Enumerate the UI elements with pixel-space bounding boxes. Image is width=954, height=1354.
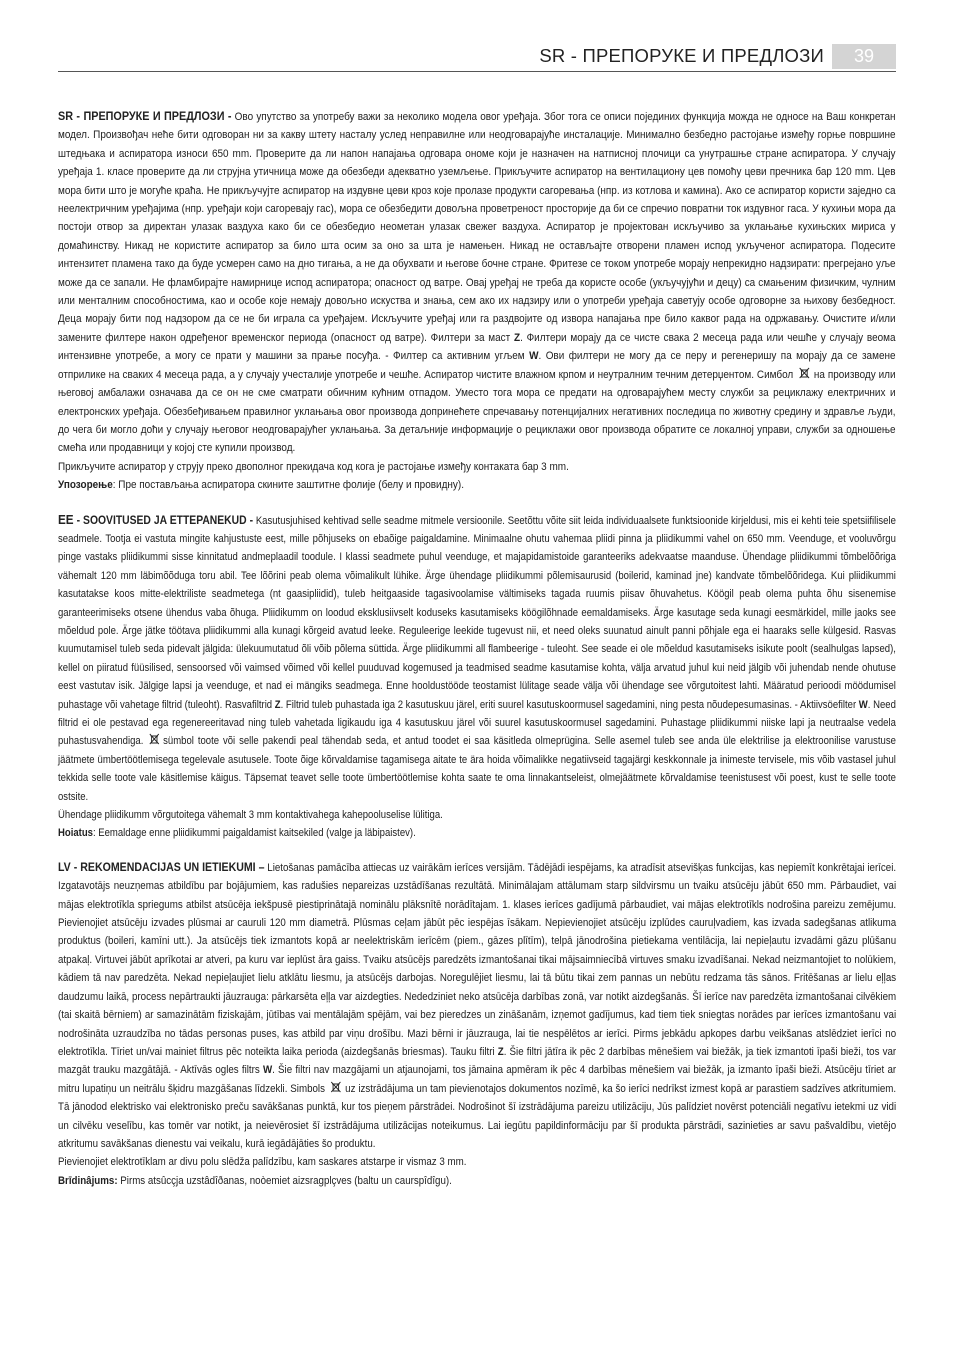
lv-warning-label: Brīdinâjums: bbox=[58, 1174, 118, 1187]
section-lv bbox=[58, 859, 896, 1190]
page-header bbox=[58, 44, 896, 72]
crossed-out-wheelie-bin-icon bbox=[149, 733, 160, 745]
lv-main-paragraph: LV - REKOMENDĀCIJAS UN IETIEKUMI – Lietošanas pamācība attiecas uz vairākām ierīces versijām. Tādējādi iespējams, ka atradīsit atsevišķas funkcijas, kas nepiemīt konkrētajai ierīcei. Izgatavotājs neuzņemas atbildību par bojājumiem, kas radušies nepareizas uzstādīšanas rezultātā. Minimālajam attālumam starp sildvirsmu un tvaiku atsūcēju jābūt 650 mm. Pārbaudiet, vai mājas elektrotīkla spriegums atbilst atsūcēja iekšpusē piestiprinātajā nominālu plāksnītē norādītajam. 1. klases ierīces gadījumā pārbaudiet, vai mājas elektrotīkls nodrošina pareizu zemējumu. Pievienojiet atsūcēju izvades plūsmai ar cauruli 120 mm diametrā. Plūsmas ceļam jābūt pēc iespējas īsākam. Nepievienojiet atsūcēju izplūdes cauruļvadiem, kas izvada sadegšanas atlikuma produktus (boileri, kamīni utt.). Ja atsūcējs tiek izmantots kopā ar neelektriskām ierīcēm (piem., gāzes plītīm), telpā jānodrošina pietiekama ventilācija, lai nepieļautu izvadāmi gāzu plūšanu atpakaļ. Virtuvei jābūt aprīkotai ar atveri, pa kuru var ieplūst āra gaiss. Tvaiku atsūcējs paredzēts izmantošanai tikai mājsaimniecībā virtuves smaku izvadīšanai. Nekad neizmantojiet to nolūkiem, kādiem tā nav paredzēta. Nekad nepieļaujiet lielu atklātu liesmu, ja atsūcējs darbojas. Noregulējiet liesmu, lai tā būtu tikai zem pannas un nebūtu redzama tās sānos. Fritēšanas ar lielu eļļas daudzumu laikā, process nepārtraukti jāuzrauga: pārkarsēta eļļa var aizdegties. Nededziniet neko atsūcēja darbības zonā, var notikt aizdegšanās. Šī ierīce nav paredzēta izmantošanai cilvēkiem (tai skaitā bērniem) ar samazinātām fiziskajām, jūtības vai mentālajām spējām, vai bez pieredzes un zināšanām, izņemot gadījumus, kad tiem tiek sniegtas norādes par ierīces izmantošanu vai nodrošināta uzraudzība no tādas personas puses, kas atbild par viņu drošību. Mazi bērni ir jāuzrauga, lai tie nespēlētos ar ierīci. Pirms jebkādu apkopes darbu veikšanas atslēdziet ierīci no elektrotīkla. Tīriet un/vai mainiet filtrus pēc noteikta laika perioda (aizdegšanās briesmas). Tauku filtri Z. Šie filtri jātīra ik pēc 2 darbības mēnešiem vai biežāk, ja tiek izmantoti īpaši bieži, tos var mazgāt trauku mazgātājā. - Aktīvās ogles filtrs W. Šie filtri nav mazgājami un atjaunojami, tos jāmaina apmēram ik pēc 4 darbības mēnešiem vai biežāk, ja izmanto īpaši bieži. Atsūcēju tīriet ar mitru lupatiņu un neitrālu šķidru mazgāšanas līdzekli. Simbols uz izstrādājuma un tam pievienotajos dokumentos nozīmē, ka šo ierīci nedrīkst izmest kopā ar parastiem sadzīves atkritumiem. Tā jānodod elektrisko vai elektronisko preču savākšanas punktā, kur tos pieņem pārstrādei. Nodrošinot šī izstrādājuma pareizu utilizāciju, Jūs palīdziet novērst potenciāli negatīvu ietekmi uz vidi un cilvēku veselību, kas tomēr var notikt, ja neievērosiet šī izstrādājuma utilizācijas noteikumus. Lai iegūtu papildinformāciju par šī produkta pārstrādi, sazinieties ar savu pašvaldību, vietējo atkritumu savākšanas dienestu vai veikalu, kurā iegādājāties šo produktu. bbox=[58, 861, 897, 1150]
ee-warning: Hoiatus: Eemaldage enne pliidikummi paigaldamist kaitsekiled (valge ja läbipaistev). bbox=[58, 827, 416, 840]
lv-connect-note: Pievienojiet elektrotīklam ar divu polu slēdža palīdzību, kam saskares atstarpe ir vismaz 3 mm. bbox=[58, 1156, 467, 1169]
document-body bbox=[58, 108, 896, 1206]
section-ee bbox=[58, 511, 896, 843]
ee-heading-code: EE bbox=[58, 511, 74, 527]
page-title: SR - ПРЕПОРУКЕ И ПРЕДЛОЗИ bbox=[539, 45, 824, 66]
ee-main-paragraph: EE - SOOVITUSED JA ETTEPANEKUD - Kasutusjuhised kehtivad selle seadme mitmele versioonile. Seetõttu võite siit leida individuaalsete funktsioonide kirjeldusi, mis ei kehti teie spetsiifilisele seadmele. Tootja ei vastuta mingite kahjustuste eest, mille põhjuseks on ebaõige paigaldamine. Minimaalne ohutu vahemaa pliidi pinna ja pliidikummi vahel on 650 mm. Veenduge, et vooluvõrgu pinge vastaks pliidikummi sisse kinnitatud andmeplaadil toodule. I klassi seadmete puhul veenduge, et majapidamistoide garanteeriks adekvaatse maanduse. Ühendage pliidikummi tõmbelõõriga vähemalt 120 mm läbimõõduga toru abil. Tee lõõrini peab olema võimalikult lühike. Ärge ühendage pliidikummi põlemisaurusid (boilerid, kaminad jne) kandvate tõmbelõõridega. Kui pliidikummi kasutatakse koos mitte-elektriliste seadmetega (nt gaasipliidid), tuleb heitgaaside tagasivoolamise vältimiseks tagada ruumis piisav õhuvahetus. Köögil peab olema puhta õhu sisenemise garanteerimiseks otsene ühendus vaba õhuga. Pliidikumm on loodud eksklusiivselt koduseks kasutamiseks köögilõhnade eemaldamiseks. Ärge kasutage seda kunagi eesmärkidel, mille jaoks see mõeldud pole. Ärge jätke töötava pliidikummi alla kunagi kõrgeid avatud leeke. Reguleerige leekide tugevust nii, et need oleks suunatud ainult panni põhjale ega ei haaraks selle külgesid. Rasvas kuumutamisel tuleb seda pidevalt jälgida: ülekuumutatud õli võib põlema süttida. Ärge pliidikummi all flambeerige - tuleoht. See seade ei ole mõeldud kasutamiseks isikute poolt (sealhulgas lapsed), kellel on piiratud füüsilised, sensoorsed või vaimsed võimed või kellel puuduvad kogemused ja teadmised seadme kasutamise kohta, välja arvatud juhul kui neid jälgib või juhendab nende ohutuse eest vastutav isik. Jälgige lapsi ja veenduge, et nad ei mängiks seadmega. Enne hooldustööde teostamist lülitage seade välja või ühendage see võrgutoitest lahti. Määratud perioodi möödumisel puhastage või vahetage filtrid (tuleoht). Rasvafiltrid Z. Filtrid tuleb puhastada iga 2 kasutuskuu järel, eriti suurel kasutuskoormusel sagedamini, ning pesta nõudepesumasinas. - Aktiivsöefilter W. Need filtrid ei ole pestavad ega regenereeritavad ning tuleb vahetada ligikaudu iga 4 kasutuskuu järel või suurel kasutuskoormusel sagedamini. Puhastage pliidikummi niiske lapi ja neutraalse vedela puhastusvahendiga. sümbol toote või selle pakendi peal tähendab seda, et antud toodet ei saa käsitleda olmeprügina. Selle asemel tuleb see anda üle elektrilise ja elektroonilise varustuse jäätmete ümbertöötlemisega tegelevale asutusele. Toote õige kõrvaldamise tagamisega aitate te ära hoida võimalikke negatiivseid tagajärgi keskkonnale ja inimeste tervisele, mis võib vastasel juhul tekkida selle toote vale käsitlemise käigus. Täpsemat teavet selle toote ümbertöötlemise kohta saate te oma linnakantseleist, olmejäätmete kõrvaldamise teenistusest või poest, kust te selle toote ostsite. bbox=[58, 511, 896, 803]
sr-main-paragraph: SR - ПРЕПОРУКЕ И ПРЕДЛОЗИ - Ово упутство за употребу важи за неколико модела овог уређаја. Због тога се описи појединих функција можда не односе на Ваш конкретан модел. Произвођач неће бити одговоран ни за какву штету насталу услед неправилне или неодговарајуће инсталације. Минимално безбедно растојање између горње површине штедњака и аспиратора износи 650 mm. Проверите да ли напон напајања одговара ономе који је назначен на натписној плочици са унутрашње стране аспиратора. У случају уређаја 1. класе проверите да ли струјна утичница може да обезбеди адекватно уземљење. Прикључите аспиратор на вентилациону цев помоћу цеви пречника бар 120 mm. Цев мора бити што је могуће краћа. Не прикључујте аспиратор на издувне цеви кроз које пролазе продукти сагоревања (нпр. из котлова и камина). Ако се аспиратор користи заједно са неелектричним уређајима (нпр. уређаји који сагоревају гас), мора се обезбедити довољна проветреност просторије да би се спречио повратни ток издувног гаса. У кухињи мора да постоји отвор за директан улазак ваздуха како би се обезбедио неометан улазак свежег ваздуха. Аспиратор је пројектован искључиво за уклањање кухињских мириса у домаћинству. Никад не користите аспиратор за било шта осим за оно за шта је намењен. Никад не остављајте отворени пламен испод укљученог аспиратора. Подесите интензитет пламена тако да буде усмерен само на дно тигања, а не да обухвати и његове бочне стране. Фритезе се током употребе морају непрекидно надзирати: прегрејано уље може да се запали. Не фламбирајте намирнице испод аспиратора; опасност од ватре. Овај уређај не треба да користе особе (укључујући и децу) са смањеним физичким, чулним или менталним способностима, као и особе које немају довољно искуства и знања, сем ако их надзиру или о употреби уређаја саветују особе одговорне за њихову безбедност. Деца морају бити под надзором да се не би играла са уређајем. Искључите уређај или га раздвојите од извора напајања пре било каквог рада на одржавању. Очистите и/или замените филтере након одређеног временског периода (опасност од ватре). Филтери за маст Z. Филтери морају да се чисте свака 2 месеца рада или чешће у случају веома интензивне употребе, а могу се прати у машини за прање посуђа. - Филтер са активним угљем W. Ови филтери не могу да се перу и регенеришу па морају да се замене отприлике на сваких 4 месеца рада, а у случају учесталије употребе и чешће. Аспиратор чистите влажном крпом и неутралним течним детерџентом. Симбол на производу или његовој амбалажи означава да се он не сме сматрати обичним кућним отпадом. Уместо тога мора се предати на одговарајућем месту служби за рециклажу електричних и електронских уређаја. Обезбеђивањем правилног уклањања овог производа допринећете спречавању потенцијалних негативних последица по животну средину и здравље људи, до чега би могло доћи у случају његовог неодговарајућег уклањања. За детаљније информације о рециклажи овог производа обратите се локалној управи, служби за одношење смећа или продавници у којој сте купили производ. bbox=[58, 111, 896, 455]
section-sr bbox=[58, 108, 896, 495]
ee-connect-note: Ühendage pliidikumm võrgutoitega vähemalt 3 mm kontaktivahega kahepooluselise lülitiga. bbox=[58, 809, 443, 822]
page-number: 39 bbox=[832, 44, 896, 69]
lv-heading: LV - REKOMENDĀCIJAS UN IETIEKUMI – bbox=[58, 861, 265, 874]
ee-heading: - SOOVITUSED JA ETTEPANEKUD - bbox=[73, 514, 254, 527]
crossed-out-wheelie-bin-icon bbox=[799, 367, 810, 379]
sr-connect-note: Прикључите аспиратор у струју преко двополног прекидача код кога је растојање између контаката бар 3 mm. bbox=[58, 460, 569, 473]
lv-warning: Brīdinâjums: Pirms atsûcçja uzstâdîðanas, noòemiet aizsragplçves (baltu un caurspîdîgu). bbox=[58, 1174, 452, 1187]
sr-heading: SR - ПРЕПОРУКЕ И ПРЕДЛОЗИ - bbox=[58, 111, 232, 123]
sr-warning-label: Упозорење bbox=[58, 479, 113, 492]
ee-warning-label: Hoiatus bbox=[58, 827, 93, 840]
sr-warning: Упозорење: Пре постављања аспиратора скините заштитне фолије (белу и провидну). bbox=[58, 479, 464, 492]
crossed-out-wheelie-bin-icon bbox=[330, 1081, 341, 1093]
